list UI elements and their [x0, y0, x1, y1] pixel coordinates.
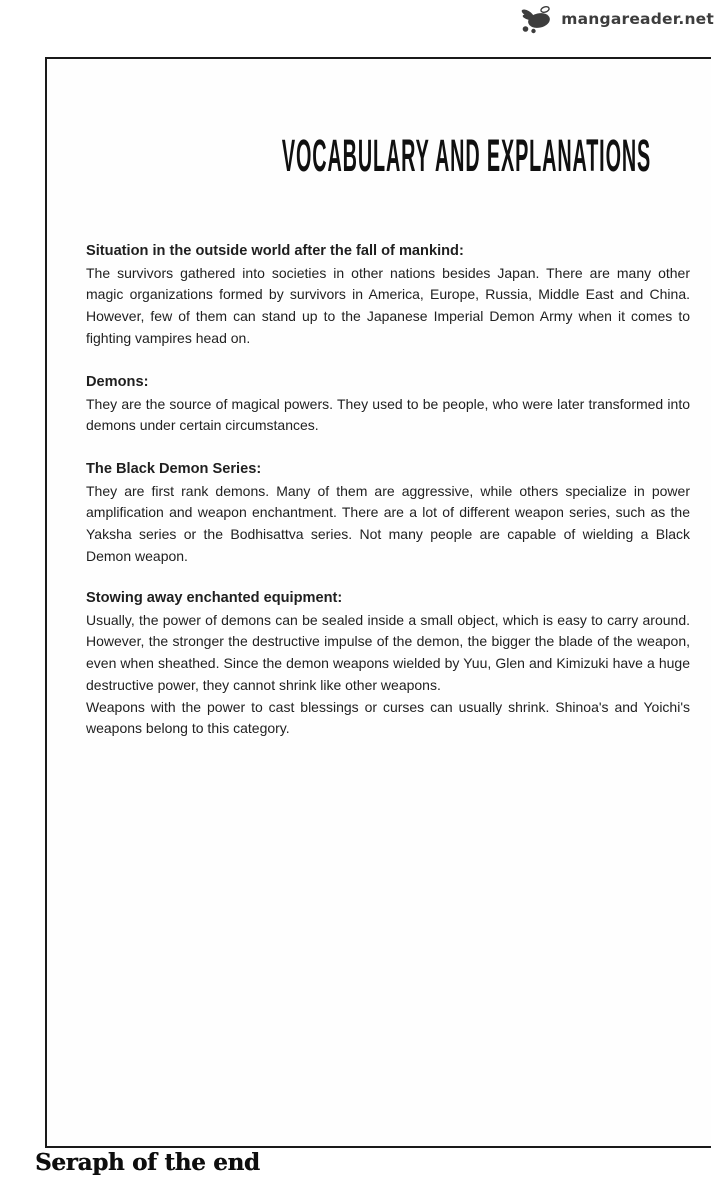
page-title: VOCABULARY AND EXPLANATIONS — [281, 130, 652, 181]
section-paragraph: The survivors gathered into societies in other nations besides Japan. There are many other magic organizations formed by survivors in America, Europe, Russia, Middle East and China. However, few of them can stand up to the Japanese Imperial Demon Army when it comes to fighting vampires head on. — [86, 264, 690, 346]
mangareader-logo-text: mangareader.net — [561, 10, 714, 28]
page-title-row — [47, 130, 711, 189]
section-paragraph: They are the source of magical powers. They used to be people, who were later transformed into demons under certain circumstances. — [86, 395, 690, 434]
section-paragraph: They are first rank demons. Many of them are aggressive, while others specialize in power amplification and weapon enchantment. There are a lot of different weapon series, such as the Yaksha series or the Bodhisattva series. Not many people are capable of wielding a Black Demon weapon. — [86, 482, 690, 564]
mangareader-mascot-icon — [520, 4, 560, 34]
section-heading: The Black Demon Series: — [86, 461, 262, 477]
mangareader-logo[interactable] — [520, 4, 714, 34]
section-heading: Demons: — [86, 374, 149, 390]
manga-page — [45, 57, 711, 1148]
section-paragraph: Weapons with the power to cast blessings or curses can usually shrink. Shinoa's and Yoichi's weapons belong to this category. — [86, 698, 690, 737]
series-title: Seraph of the end — [35, 1149, 260, 1176]
section-demons — [86, 372, 690, 437]
section-stowing-equipment — [86, 588, 690, 740]
section-black-demon-series — [86, 459, 690, 568]
section-paragraph: Usually, the power of demons can be sealed inside a small object, which is easy to carry around. However, the stronger the destructive impulse of the demon, the bigger the blade of the weapon, even when sheathed. Since the demon weapons wielded by Yuu, Glen and Kimizuki have a huge destructive power, they cannot shrink like other weapons. — [86, 611, 690, 693]
section-heading: Stowing away enchanted equipment: — [86, 590, 343, 606]
section-heading: Situation in the outside world after the fall of mankind: — [86, 243, 464, 259]
section-outside-world — [86, 241, 690, 350]
